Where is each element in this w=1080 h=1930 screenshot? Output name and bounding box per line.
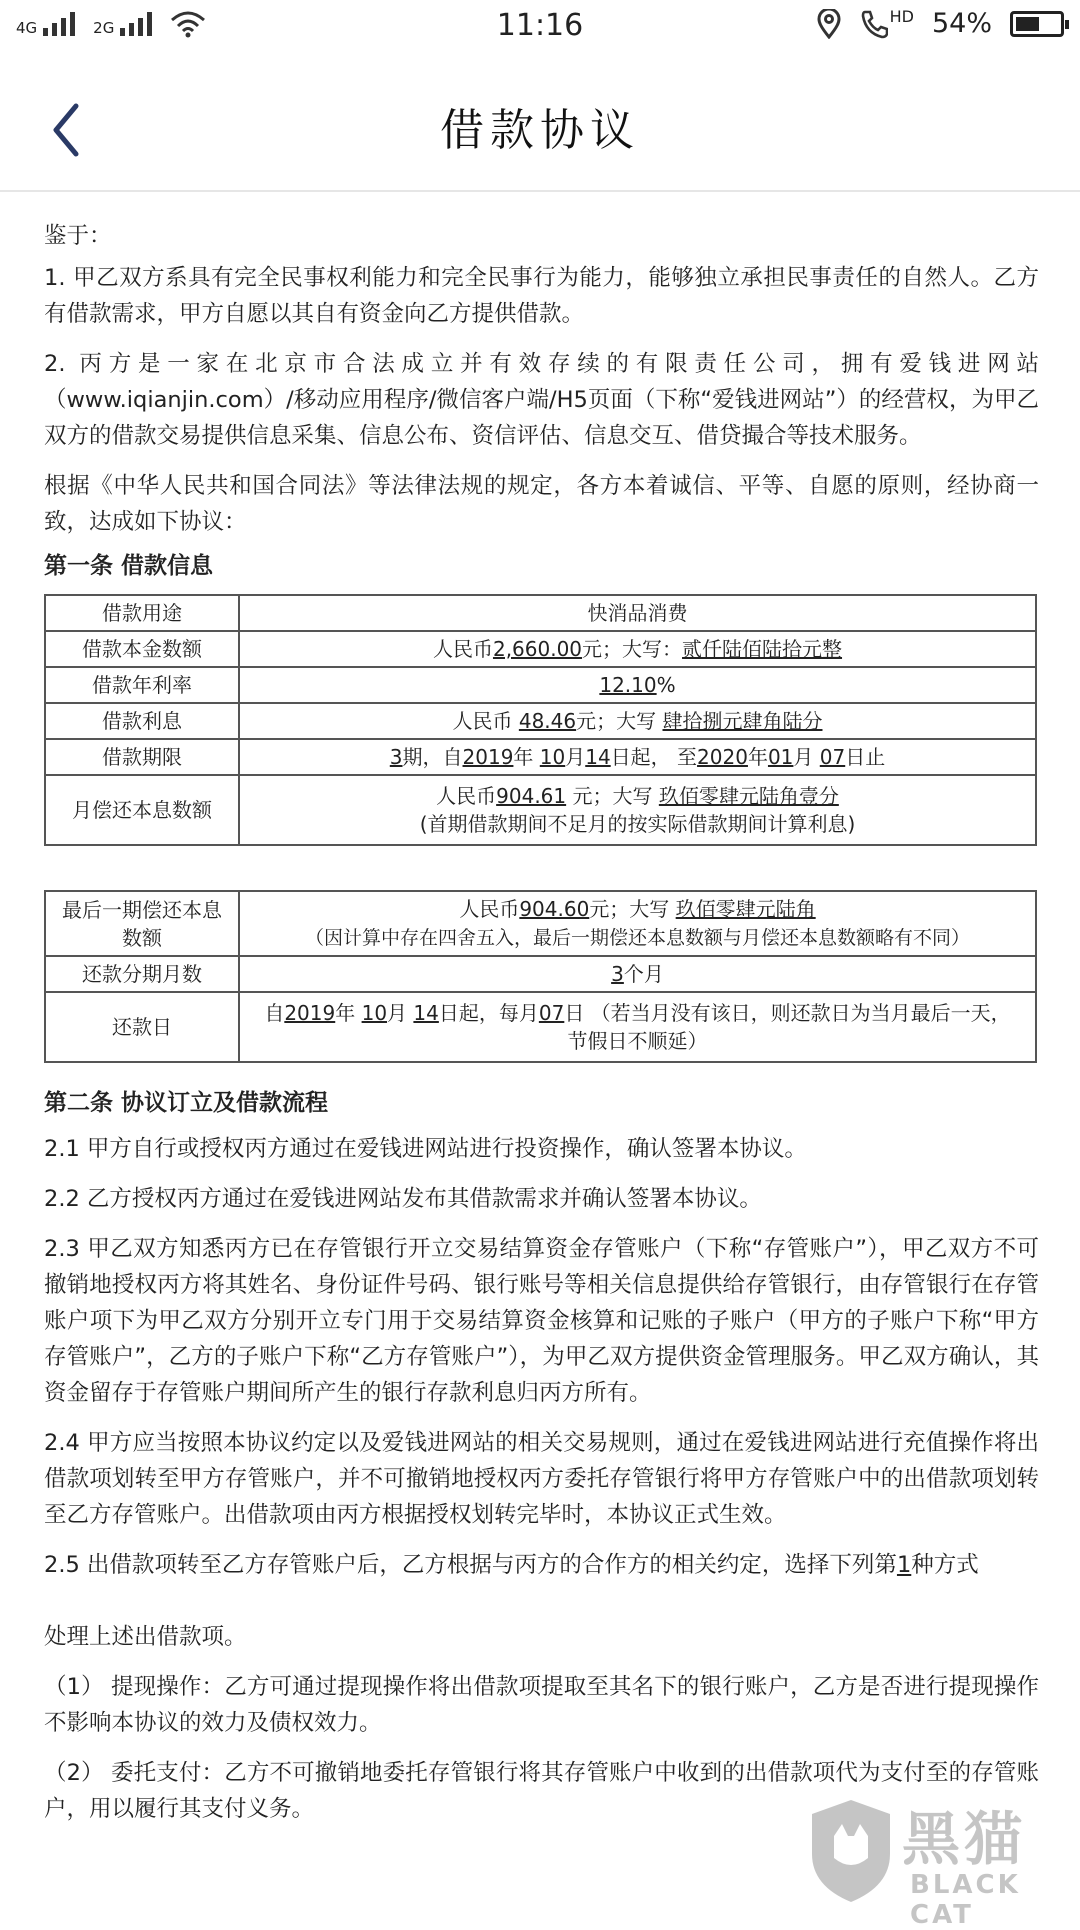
text: 日 （若当月没有该日，则还款日为当月最后一天，: [564, 1001, 1011, 1025]
monthly-amount: 904.61: [496, 784, 567, 808]
last-amount: 904.60: [519, 897, 590, 921]
clause-2-5: [44, 1547, 1039, 1583]
table-value: [239, 992, 1036, 1062]
option-1: （1） 提现操作：乙方可通过提现操作将出借款项提取至其名下的银行账户，乙方是否进行提现操作不影响本协议的效力及债权效力。: [44, 1674, 1039, 1736]
principal-capital: 贰仟陆佰陆拾元整: [682, 637, 843, 661]
monthly-note: (首期借款期间不足月的按实际借款期间计算利息): [419, 812, 856, 836]
text: 年: [513, 745, 540, 769]
table-row: [45, 595, 1036, 631]
table-key: 借款本金数额: [45, 631, 239, 667]
text: 人民币: [459, 897, 520, 921]
clause-2-2: 2.2 乙方授权丙方通过在爱钱进网站发布其借款需求并确认签署本协议。: [44, 1186, 762, 1212]
date-part: 2019: [284, 1001, 336, 1025]
battery-icon: [1010, 11, 1064, 37]
agreement-content: [44, 218, 1039, 1841]
clause-whereas-1: 1. 甲乙双方系具有完全民事权利能力和完全民事行为能力，能够独立承担民事责任的自然人。乙方有借款需求，甲方自愿以其自有资金向乙方提供借款。: [44, 265, 1039, 327]
table-row: [45, 739, 1036, 775]
clock: 11:16: [496, 8, 584, 43]
hd-label: HD: [889, 6, 914, 26]
loan-info-table-continued: [44, 890, 1037, 1063]
text: 元；大写: [566, 784, 659, 808]
table-value: [239, 703, 1036, 739]
date-part: 01: [767, 745, 794, 769]
date-part: 14: [413, 1001, 439, 1025]
option-2: （2） 委托支付：乙方不可撤销地委托存管银行将其存管账户中收到的出借款项代为支付至的存管账户，用以履行其支付义务。: [44, 1760, 1039, 1822]
watermark-text-en: BLACK CAT: [910, 1870, 1021, 1930]
text: 期，自: [402, 745, 463, 769]
date-part: 10: [539, 745, 566, 769]
text: 日止: [845, 745, 886, 769]
table-value: [239, 891, 1036, 956]
cat-shield-icon: [806, 1796, 896, 1906]
table-value: [239, 739, 1036, 775]
table-row: [45, 956, 1036, 992]
watermark-text: 黑猫: [902, 1805, 1027, 1873]
text: 月: [793, 745, 820, 769]
hd-call-icon: [860, 6, 914, 39]
date-part: 2020: [697, 745, 748, 769]
section-2-heading: 第二条 协议订立及借款流程: [44, 1090, 329, 1116]
table-key: 借款年利率: [45, 667, 239, 703]
table-value: 快消品消费: [239, 595, 1036, 631]
location-icon: [816, 9, 842, 39]
text: 自: [264, 1001, 285, 1025]
clause-2-1: 2.1 甲方自行或授权丙方通过在爱钱进网站进行投资操作，确认签署本协议。: [44, 1136, 807, 1162]
text: 元；大写: [589, 897, 676, 921]
table-key: 最后一期偿还本息数额: [45, 891, 239, 956]
date-part: 10: [361, 1001, 388, 1025]
text: 个月: [623, 962, 664, 986]
text: 种方式: [911, 1552, 979, 1578]
table-value: [239, 631, 1036, 667]
months-count: 3: [611, 962, 624, 986]
whereas-heading: 鉴于：: [44, 223, 112, 249]
table-key: 还款分期月数: [45, 956, 239, 992]
monthly-capital: 玖佰零肆元陆角壹分: [658, 784, 839, 808]
term-periods: 3: [389, 745, 403, 769]
page-title: 借款协议: [440, 105, 640, 156]
table-row: [45, 775, 1036, 845]
clause-whereas-2: 2. 丙方是一家在北京市合法成立并有效存续的有限责任公司，拥有爱钱进网站（www.iqianjin.com）/移动应用程序/微信客户端/H5页面（下称“爱钱进网站”）的经营权，为甲乙双方的借款交易提供信息采集、信息公布、资信评估、信息交互、借贷撮合等技术服务。: [44, 351, 1039, 449]
network-label-1: 4G: [16, 19, 38, 37]
table-row: [45, 891, 1036, 956]
clause-2-3: 2.3 甲乙双方知悉丙方已在存管银行开立交易结算资金存管账户（下称“存管账户”），甲乙双方不可撤销地授权丙方将其姓名、身份证件号码、银行账号等相关信息提供给存管银行，由存管银行在存管账户项下为甲乙双方分别开立专门用于交易结算资金核算和记账的子账户（甲方的子账户下称“甲方存管账户”，乙方的子账户下称“乙方存管账户”），为甲乙双方提供资金管理服务。甲乙双方确认，其资金留存于存管账户期间所产生的银行存款利息归丙方所有。: [44, 1236, 1039, 1406]
interest-amount: 48.46: [518, 709, 577, 733]
watermark-logo: [806, 1792, 1066, 1930]
last-capital: 玖佰零肆元陆角: [675, 897, 816, 921]
option-number: 1: [896, 1552, 912, 1578]
text: 2.5 出借款项转至乙方存管账户后，乙方根据与丙方的合作方的相关约定，选择下列第: [44, 1552, 897, 1578]
table-key: 借款用途: [45, 595, 239, 631]
text: %: [656, 673, 676, 697]
clause-2-4: 2.4 甲方应当按照本协议约定以及爱钱进网站的相关交易规则，通过在爱钱进网站进行充值操作将出借款项划转至甲方存管账户，并不可撤销地授权丙方委托存管银行将甲方存管账户中的出借款项划转至乙方存管账户。出借款项由丙方根据授权划转完毕时，本协议正式生效。: [44, 1430, 1039, 1528]
table-row: [45, 667, 1036, 703]
date-part: 2019: [462, 745, 514, 769]
text: 日起，每月: [438, 1001, 539, 1025]
text: 日起， 至: [610, 745, 698, 769]
table-value: [239, 956, 1036, 992]
table-key: 借款利息: [45, 703, 239, 739]
table-key: 还款日: [45, 992, 239, 1062]
table-key: 借款期限: [45, 739, 239, 775]
network-label-2: 2G: [93, 19, 115, 37]
annual-rate: 12.10: [599, 673, 657, 697]
text: 元；大写：: [582, 637, 683, 661]
table-row: [45, 703, 1036, 739]
table-key: 月偿还本息数额: [45, 775, 239, 845]
table-row: [45, 631, 1036, 667]
repay-day: 07: [538, 1001, 565, 1025]
text: 年: [335, 1001, 362, 1025]
text: 人民币: [452, 709, 519, 733]
last-note: （因计算中存在四舍五入，最后一期偿还本息数额与月偿还本息数额略有不同）: [304, 927, 970, 949]
text: 月: [387, 1001, 414, 1025]
battery-percent: 54%: [931, 8, 992, 39]
date-part: 14: [585, 745, 611, 769]
table-row: [45, 992, 1036, 1062]
text: 元；大写: [576, 709, 663, 733]
text: 年: [747, 745, 768, 769]
text: 节假日不顺延）: [567, 1029, 708, 1053]
app-bar: [0, 70, 1080, 192]
loan-info-table: [44, 594, 1037, 846]
text: 月: [565, 745, 586, 769]
date-part: 07: [819, 745, 846, 769]
interest-capital: 肆拾捌元肆角陆分: [662, 709, 823, 733]
table-value: [239, 775, 1036, 845]
page-break: [44, 846, 1039, 890]
table-value: [239, 667, 1036, 703]
status-bar: [0, 0, 1080, 52]
section-1-heading: 第一条 借款信息: [44, 553, 214, 579]
principal-amount: 2,660.00: [492, 637, 583, 661]
text: 人民币: [432, 637, 493, 661]
clause-basis: 根据《中华人民共和国合同法》等法律法规的规定，各方本着诚信、平等、自愿的原则，经协商一致，达成如下协议：: [44, 473, 1039, 535]
clause-2-5-cont: 处理上述出借款项。: [44, 1624, 247, 1650]
text: 人民币: [436, 784, 497, 808]
